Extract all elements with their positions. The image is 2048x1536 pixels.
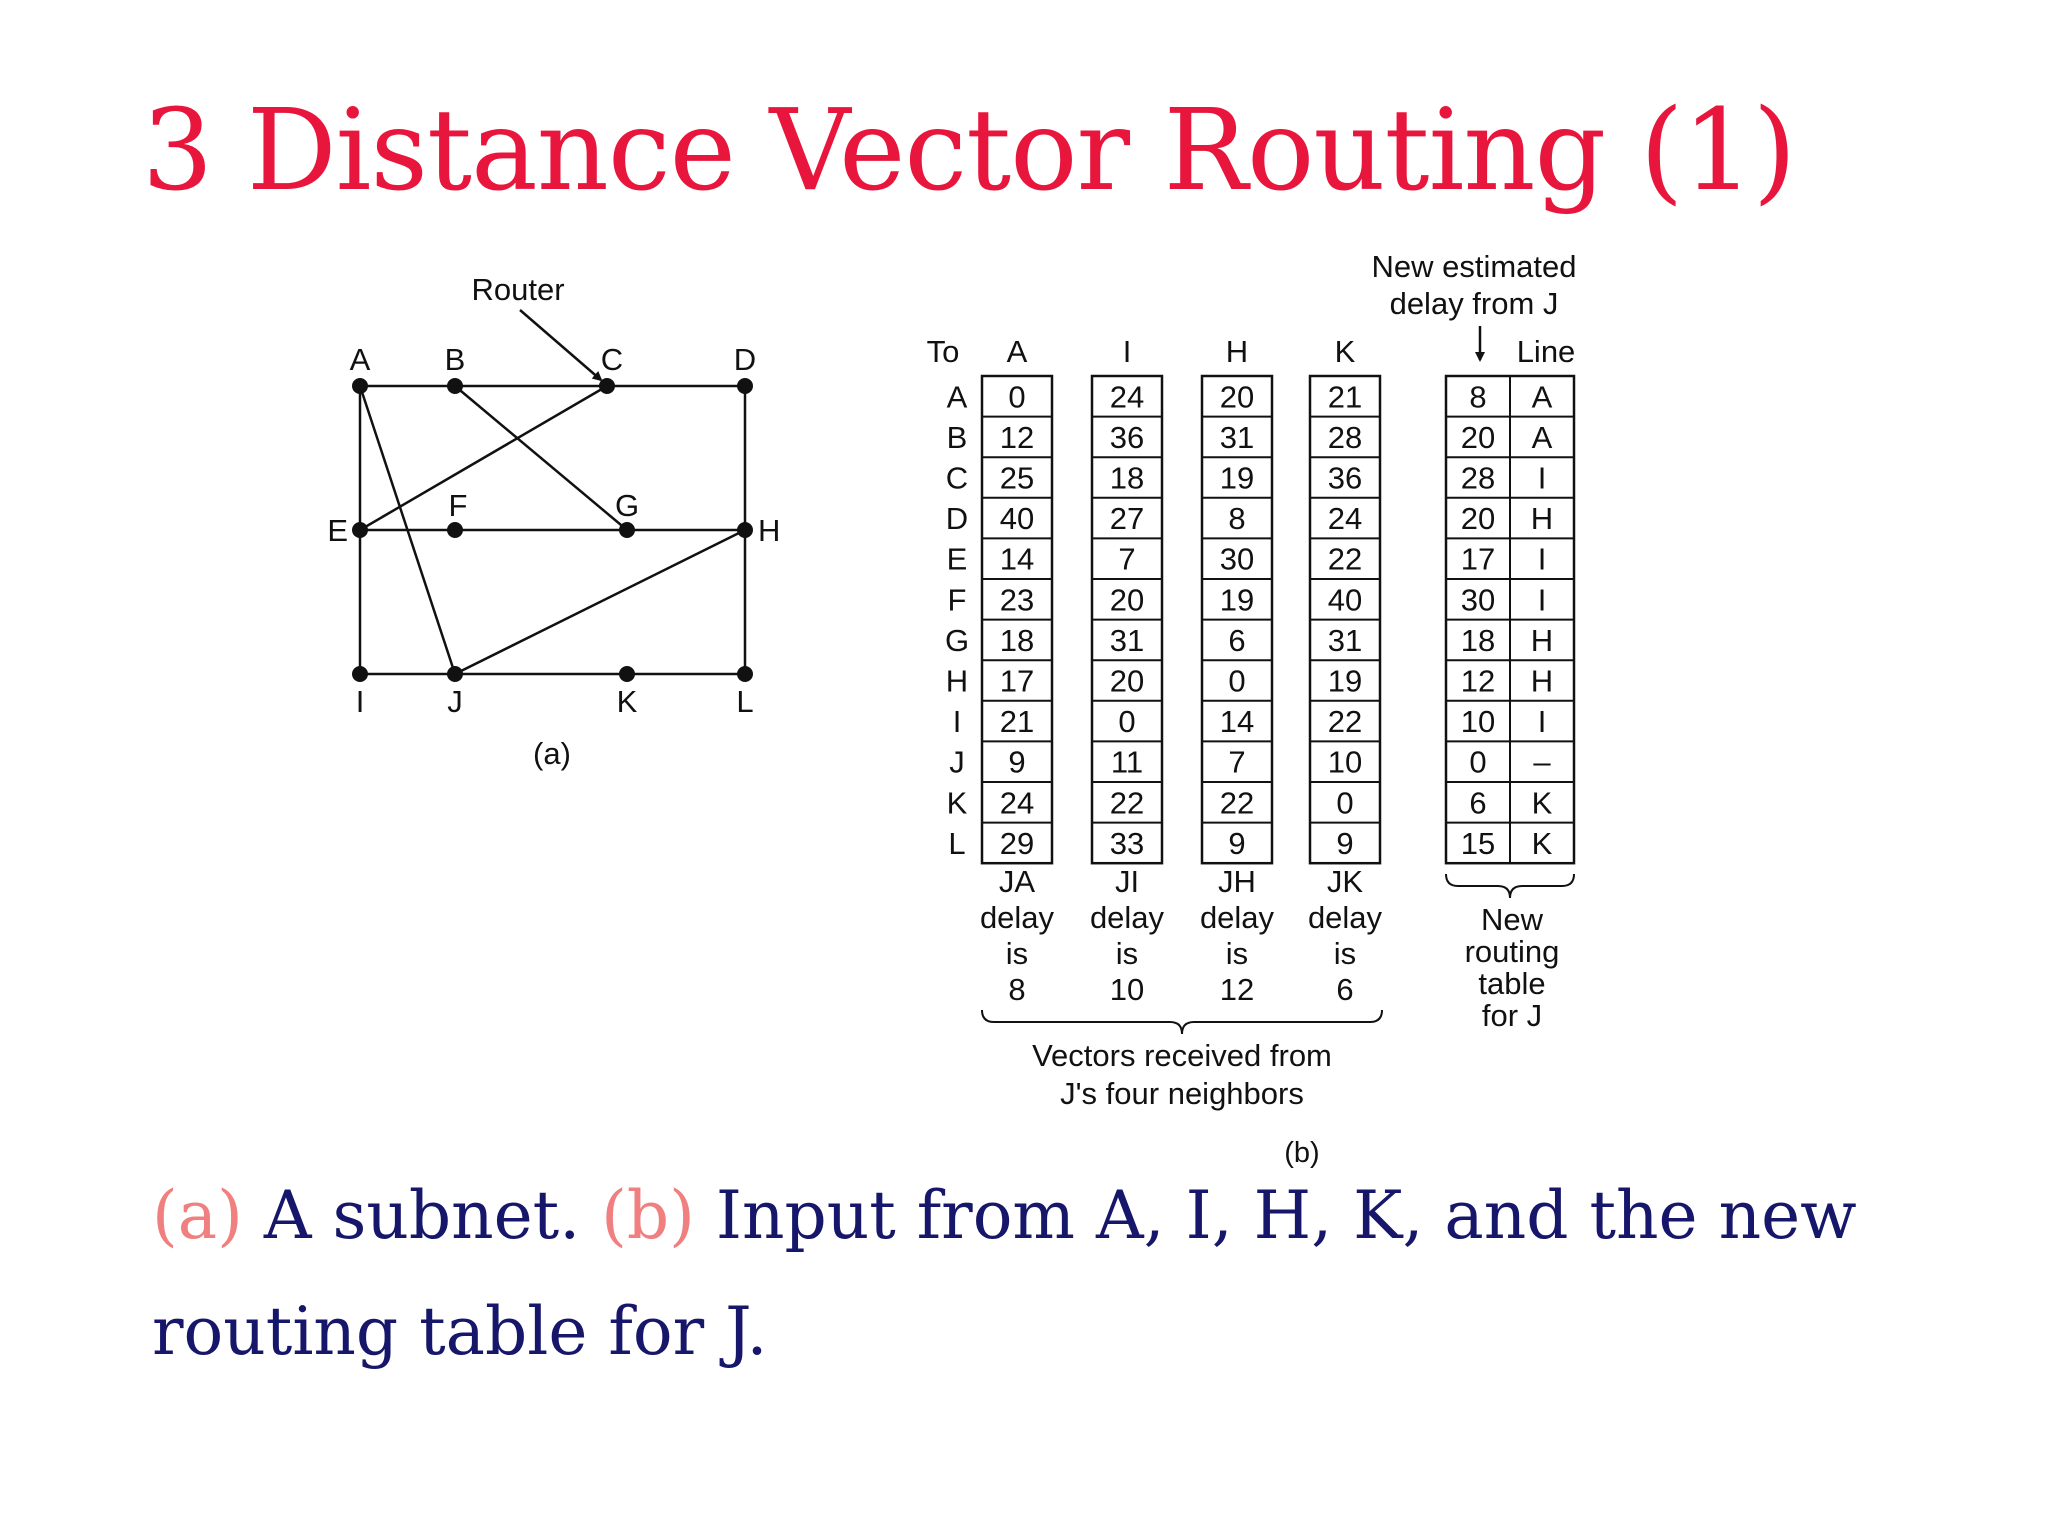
delay-note-i-3: is — [1115, 936, 1139, 971]
node-label-l: L — [736, 684, 754, 719]
node-l — [737, 666, 753, 682]
neighbors-brace-label-1: Vectors received from — [1032, 1038, 1332, 1073]
table-cell-i-c: 18 — [1109, 460, 1145, 496]
delay-note-a-2: delay — [979, 900, 1055, 935]
delay-note-h-3: is — [1225, 936, 1249, 971]
subnet-graph — [327, 272, 780, 771]
row-label-g: G — [944, 622, 970, 658]
node-label-a: A — [349, 342, 371, 377]
node-a — [352, 378, 368, 394]
edge-h-j — [455, 530, 745, 674]
row-label-l: L — [948, 825, 966, 861]
node-label-c: C — [600, 342, 624, 377]
edge-c-e — [360, 386, 607, 530]
new-delay-l: 15 — [1460, 825, 1496, 861]
node-label-j: J — [447, 684, 463, 719]
table-cell-k-f: 40 — [1327, 582, 1363, 618]
new-table-label-3: table — [1478, 966, 1546, 1001]
table-cell-h-k: 22 — [1219, 785, 1255, 821]
new-line-e: I — [1537, 541, 1547, 577]
table-cell-k-g: 31 — [1327, 622, 1363, 658]
caption-text-a: A subnet. — [242, 1177, 602, 1254]
table-cell-i-j: 11 — [1110, 744, 1144, 780]
table-cell-a-a: 0 — [1008, 379, 1026, 415]
new-line-h: H — [1530, 663, 1554, 699]
neighbors-brace-label-2: J's four neighbors — [1060, 1076, 1304, 1111]
new-delay-c: 28 — [1460, 460, 1496, 496]
node-label-b: B — [444, 342, 466, 377]
new-delay-f: 30 — [1460, 582, 1496, 618]
delay-note-k-1: JK — [1326, 864, 1364, 899]
new-line-c: I — [1537, 460, 1547, 496]
table-cell-k-c: 36 — [1327, 460, 1363, 496]
table-cell-a-k: 24 — [999, 785, 1035, 821]
node-label-f: F — [448, 488, 468, 523]
table-cell-a-h: 17 — [999, 663, 1035, 699]
delay-note-a-4: 8 — [1008, 972, 1026, 1007]
node-e — [352, 522, 368, 538]
edge-b-g — [455, 386, 627, 530]
new-estimate-label-2: delay from J — [1389, 286, 1559, 321]
row-label-a: A — [946, 379, 968, 415]
table-cell-h-h: 0 — [1228, 663, 1246, 699]
delay-note-h-4: 12 — [1219, 972, 1255, 1007]
row-label-f: F — [947, 582, 967, 618]
table-cell-k-d: 24 — [1327, 501, 1363, 537]
new-line-i: I — [1537, 704, 1547, 740]
table-cell-i-l: 33 — [1109, 825, 1145, 861]
node-j — [447, 666, 463, 682]
node-d — [737, 378, 753, 394]
row-label-c: C — [945, 460, 969, 496]
table-cell-k-h: 19 — [1327, 663, 1363, 699]
delay-note-i-1: JI — [1114, 864, 1140, 899]
new-table-label-2: routing — [1464, 934, 1560, 969]
table-cell-a-i: 21 — [999, 704, 1035, 740]
delay-note-a-3: is — [1005, 936, 1029, 971]
table-cell-i-h: 20 — [1109, 663, 1145, 699]
new-table-label-4: for J — [1481, 998, 1543, 1033]
subnet-edges — [360, 386, 745, 674]
delay-note-k-3: is — [1333, 936, 1357, 971]
node-label-g: G — [614, 488, 640, 523]
delay-note-h-1: JH — [1218, 864, 1256, 899]
row-label-d: D — [945, 501, 969, 537]
row-label-k: K — [946, 785, 968, 821]
to-label: To — [926, 334, 960, 369]
table-cell-h-i: 14 — [1219, 704, 1255, 740]
router-arrow — [520, 310, 601, 380]
table-cell-a-c: 25 — [999, 460, 1035, 496]
row-label-b: B — [946, 419, 968, 455]
node-label-d: D — [733, 342, 757, 377]
node-label-i: I — [355, 684, 365, 719]
new-delay-e: 17 — [1460, 541, 1496, 577]
table-cell-k-i: 22 — [1327, 704, 1363, 740]
table-cell-a-l: 29 — [999, 825, 1035, 861]
table-cell-h-d: 8 — [1228, 501, 1246, 537]
table-cell-h-j: 7 — [1228, 744, 1246, 780]
new-line-l: K — [1531, 825, 1553, 861]
new-delay-k: 6 — [1469, 785, 1487, 821]
node-label-e: E — [327, 513, 348, 548]
node-g — [619, 522, 635, 538]
new-line-k: K — [1531, 785, 1553, 821]
node-h — [737, 522, 753, 538]
delay-note-k-4: 6 — [1336, 972, 1354, 1007]
new-line-f: I — [1537, 582, 1547, 618]
delay-note-k-2: delay — [1307, 900, 1383, 935]
table-cell-i-f: 20 — [1109, 582, 1145, 618]
table-cell-k-l: 9 — [1336, 825, 1354, 861]
node-c — [599, 378, 615, 394]
node-b — [447, 378, 463, 394]
table-cell-i-d: 27 — [1109, 501, 1145, 537]
neighbors-brace — [982, 1010, 1382, 1111]
delay-note-i-2: delay — [1089, 900, 1165, 935]
vector-tables — [927, 334, 1383, 1007]
table-cell-h-l: 9 — [1228, 825, 1246, 861]
node-label-k: K — [616, 684, 638, 719]
delay-note-h-2: delay — [1199, 900, 1275, 935]
table-header-k: K — [1334, 334, 1356, 369]
table-cell-k-b: 28 — [1327, 419, 1363, 455]
new-delay-d: 20 — [1460, 501, 1496, 537]
new-line-a: A — [1531, 379, 1553, 415]
table-cell-h-b: 31 — [1219, 419, 1255, 455]
node-label-h: H — [758, 513, 781, 548]
row-label-e: E — [946, 541, 968, 577]
new-delay-a: 8 — [1469, 379, 1487, 415]
table-cell-h-a: 20 — [1219, 379, 1255, 415]
new-table-label-1: New — [1480, 902, 1544, 937]
caption-label-b: (b) — [601, 1177, 695, 1254]
new-line-b: A — [1531, 419, 1553, 455]
panel-b-caption: (b) — [1284, 1137, 1320, 1169]
new-delay-i: 10 — [1460, 704, 1496, 740]
table-cell-h-e: 30 — [1219, 541, 1255, 577]
new-estimate-label-1: New estimated — [1371, 249, 1577, 284]
table-cell-i-i: 0 — [1118, 704, 1136, 740]
table-cell-a-j: 9 — [1008, 744, 1026, 780]
table-cell-k-j: 10 — [1327, 744, 1363, 780]
new-delay-g: 18 — [1460, 622, 1496, 658]
table-cell-k-a: 21 — [1327, 379, 1363, 415]
panel-a-caption: (a) — [533, 736, 571, 771]
table-cell-a-g: 18 — [999, 622, 1035, 658]
table-header-a: A — [1006, 334, 1028, 369]
table-cell-h-g: 6 — [1228, 622, 1246, 658]
row-label-i: I — [952, 704, 962, 740]
node-f — [447, 522, 463, 538]
table-header-i: I — [1122, 334, 1132, 369]
delay-note-a-1: JA — [998, 864, 1036, 899]
slide-title: 3 Distance Vector Routing (1) — [142, 86, 1796, 216]
table-cell-h-c: 19 — [1219, 460, 1255, 496]
row-label-j: J — [949, 744, 965, 780]
node-k — [619, 666, 635, 682]
new-line-g: H — [1530, 622, 1554, 658]
table-cell-a-e: 14 — [999, 541, 1035, 577]
caption-text-b: Input from A, I, H, K, and the new routing table for J. — [152, 1177, 1857, 1370]
figure-caption — [152, 1158, 1972, 1390]
caption-label-a: (a) — [152, 1177, 243, 1254]
node-i — [352, 666, 368, 682]
router-label: Router — [471, 272, 565, 307]
new-line-d: H — [1530, 501, 1554, 537]
delay-note-i-4: 10 — [1109, 972, 1145, 1007]
table-cell-a-f: 23 — [999, 582, 1035, 618]
line-label: Line — [1516, 334, 1576, 369]
new-line-j: – — [1533, 744, 1551, 780]
table-cell-a-d: 40 — [999, 501, 1035, 537]
new-delay-b: 20 — [1460, 419, 1496, 455]
table-cell-h-f: 19 — [1219, 582, 1255, 618]
table-cell-i-a: 24 — [1109, 379, 1145, 415]
table-cell-a-b: 12 — [999, 419, 1035, 455]
new-delay-h: 12 — [1460, 663, 1496, 699]
table-cell-i-b: 36 — [1109, 419, 1145, 455]
row-label-h: H — [945, 663, 969, 699]
table-cell-k-k: 0 — [1336, 785, 1354, 821]
table-cell-i-g: 31 — [1109, 622, 1145, 658]
table-cell-i-e: 7 — [1118, 541, 1136, 577]
table-cell-k-e: 22 — [1327, 541, 1363, 577]
table-cell-i-k: 22 — [1109, 785, 1145, 821]
new-delay-j: 0 — [1469, 744, 1487, 780]
new-table-brace — [1446, 874, 1574, 1033]
router-callout — [471, 272, 601, 380]
table-header-h: H — [1225, 334, 1249, 369]
new-routing-table — [1371, 249, 1576, 863]
